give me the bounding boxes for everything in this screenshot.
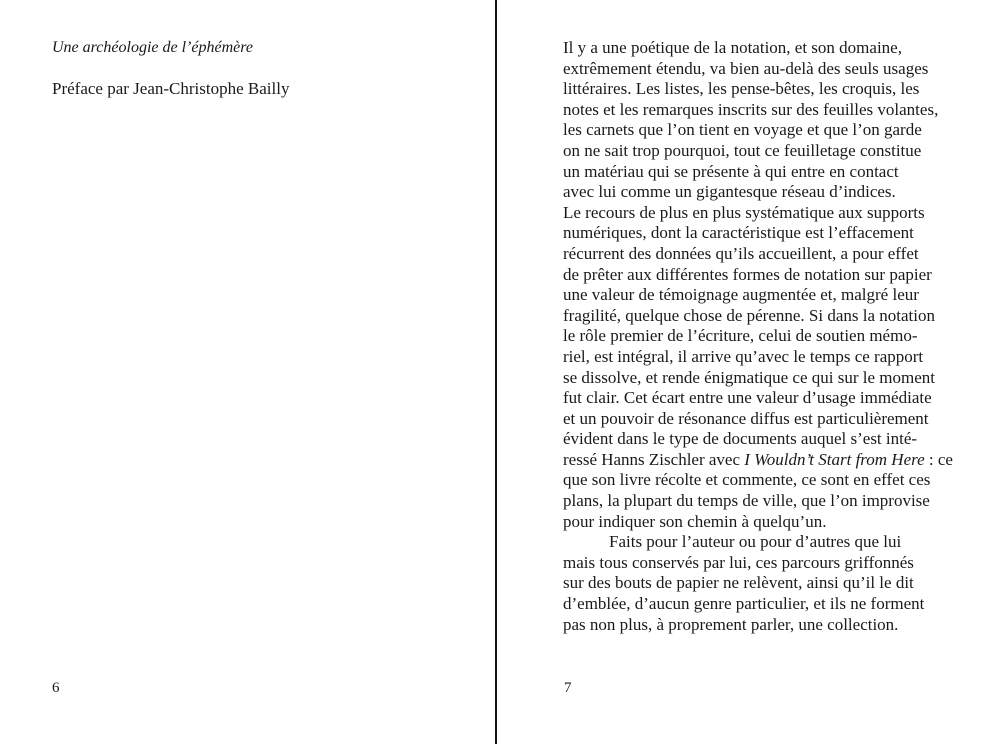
text-line: fut clair. Cet écart entre une valeur d’usage immédiate [563, 388, 932, 408]
text-line: pas non plus, à proprement parler, une collection. [563, 614, 899, 634]
text-line: extrêmement étendu, va bien au-delà des seuls usages [563, 58, 929, 78]
preface-credit: Préface par Jean-Christophe Bailly [52, 79, 290, 98]
text-line: numériques, dont la caractéristique est l’effacement [563, 223, 914, 243]
text-fragment: ressé Hanns Zischler avec [563, 449, 745, 469]
text-line: un matériau qui se présente à qui entre en contact [563, 161, 899, 181]
text-line: le rôle premier de l’écriture, celui de soutien mémo- [563, 326, 918, 346]
text-line: avec lui comme un gigantesque réseau d’indices. [563, 182, 896, 202]
text-line: plans, la plupart du temps de ville, que l’on improvise [563, 491, 930, 511]
running-title: Une archéologie de l’éphémère [52, 39, 253, 56]
text-line: sur des bouts de papier ne relèvent, ainsi qu’il le dit [563, 573, 914, 593]
text-line: se dissolve, et rende énigmatique ce qui sur le moment [563, 367, 936, 387]
text-line: mais tous conservés par lui, ces parcours griffonnés [563, 552, 914, 572]
page-number-left: 6 [52, 680, 60, 696]
text-line: Faits pour l’auteur ou pour d’autres que lui [609, 532, 902, 552]
paragraph-2 [563, 532, 943, 635]
text-line: Il y a une poétique de la notation, et son domaine, [563, 38, 902, 57]
text-line: de prêter aux différentes formes de notation sur papier [563, 264, 932, 284]
text-line: pour indiquer son chemin à quelqu’un. [563, 511, 827, 531]
book-title: I Wouldn’t Start from Here [744, 449, 925, 469]
text-line: on ne sait trop pourquoi, tout ce feuilletage constitue [563, 140, 922, 160]
text-line: et un pouvoir de résonance diffus est particulièrement [563, 408, 929, 428]
text-fragment: : ce [924, 449, 953, 469]
paragraph-1 [563, 38, 953, 532]
text-line: riel, est intégral, il arrive qu’avec le temps ce rapport [563, 346, 924, 366]
text-line-with-title [563, 449, 953, 471]
text-line: littéraires. Les listes, les pense-bêtes, les croquis, les [563, 79, 920, 99]
text-line: récurrent des données qu’ils accueillent, a pour effet [563, 243, 919, 263]
text-line: fragilité, quelque chose de pérenne. Si dans la notation [563, 305, 935, 325]
text-line: évident dans le type de documents auquel s’est inté- [563, 429, 918, 449]
text-line: que son livre récolte et commente, ce sont en effet ces [563, 470, 931, 490]
page-number-right: 7 [564, 680, 572, 696]
text-line: les carnets que l’on tient en voyage et que l’on garde [563, 120, 922, 140]
text-line: notes et les remarques inscrits sur des feuilles volantes, [563, 99, 939, 119]
text-line: une valeur de témoignage augmentée et, malgré leur [563, 285, 919, 305]
text-line: d’emblée, d’aucun genre particulier, et ils ne forment [563, 594, 925, 614]
body-text [563, 38, 953, 635]
right-page [497, 0, 992, 744]
text-line: Le recours de plus en plus systématique aux supports [563, 202, 925, 222]
left-page [0, 0, 495, 744]
